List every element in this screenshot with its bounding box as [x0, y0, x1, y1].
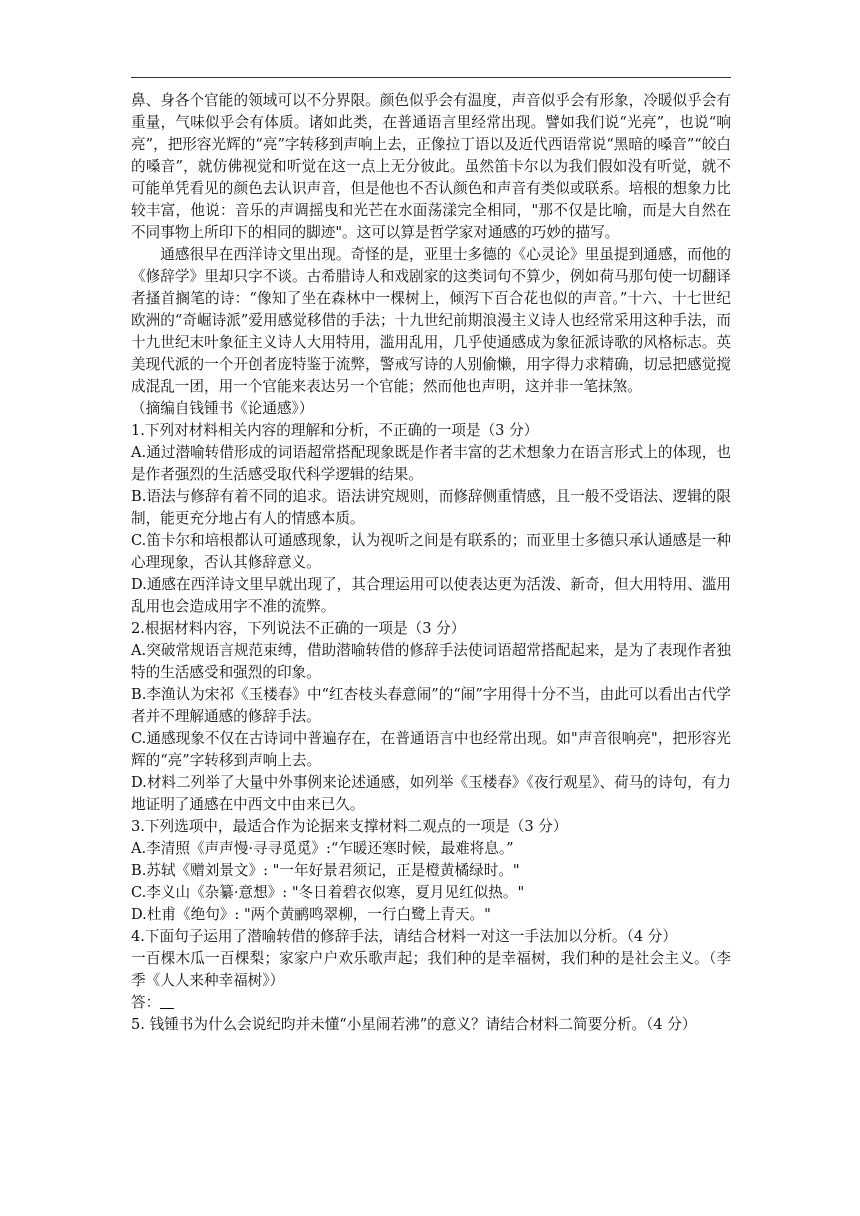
question-3-option-d: D.杜甫《绝句》: "两个黄鹂鸣翠柳，一行白鹭上青天。": [131, 906, 491, 923]
answer-label: 答：: [131, 994, 161, 1011]
question-2-option-d: D.材料二列举了大量中外事例来论述通感，如列举《玉楼春》《夜行观星》、荷马的诗句，有力地证明了通感在中西文中由来已久。: [131, 774, 731, 813]
question-1-option-a: A.通过潜喻转借形成的词语超常搭配现象既是作者丰富的艺术想象力在语言形式上的体现，也是作者强烈的生活感受取代科学逻辑的结果。: [131, 444, 731, 483]
question-5-stem: 5. 钱锺书为什么会说纪昀并未懂“小星闹若沸”的意义？请结合材料二简要分析。（4 分）: [131, 1016, 697, 1033]
answer-line: [131, 992, 731, 1014]
question-3-option-c: C.李义山《杂纂·意想》: "冬日着碧衣似寒，夏月见红似热。": [131, 884, 525, 901]
question-1-option-c: C.笛卡尔和培根都认可通感现象，认为视听之间是有联系的；而亚里士多德只承认通感是一种心理现象，否认其修辞意义。: [131, 532, 731, 571]
passage-paragraph-2: 通感很早在西洋诗文里出现。奇怪的是，亚里士多德的《心灵论》里虽提到通感，而他的《修辞学》里却只字不谈。古希腊诗人和戏剧家的这类词句不算少，例如荷马那句使一切翻译者搔首搁笔的诗：“像知了坐在森林中一棵树上，倾泻下百合花也似的声音。”十六、十七世纪欧洲的“奇崛诗派”爱用感觉移借的手法；十九世纪前期浪漫主义诗人也经常采用这种手法，而十九世纪末叶象征主义诗人大用特用，滥用乱用，几乎使通感成为象征派诗歌的风格标志。英美现代派的一个开创者庞特鉴于流弊，警戒写诗的人别偷懒，用字得力求精确，切忌把感觉搅成混乱一团，用一个官能来表达另一个官能；然而他也声明，这并非一笔抹煞。: [131, 246, 731, 395]
question-2-stem: 2.根据材料内容，下列说法不正确的一项是（3 分）: [131, 620, 466, 637]
question-1-option-b: B.语法与修辞有着不同的追求。语法讲究规则，而修辞侧重情感，且一般不受语法、逻辑的限制，能更充分地占有人的情感本质。: [131, 488, 731, 527]
question-3-option-a: A.李清照《声声慢·寻寻觅觅》:“乍暖还寒时候，最难将息。”: [131, 840, 514, 857]
question-1-option-d: D.通感在西洋诗文里早就出现了，其合理运用可以使表达更为活泼、新奇，但大用特用、滥用乱用也会造成用字不准的流弊。: [131, 576, 731, 615]
question-2-option-c: C.通感现象不仅在古诗词中普遍存在，在普通语言中也经常出现。如"声音很响亮"，把形容光辉的“亮”字转移到声响上去。: [131, 730, 731, 769]
document-body: [131, 90, 731, 1036]
question-2-option-b: B.李渔认为宋祁《玉楼春》中“红杏枝头春意闹”的“闹”字用得十分不当，由此可以看出古代学者并不理解通感的修辞手法。: [131, 686, 731, 725]
question-3-option-b: B.苏轼《赠刘景文》: "一年好景君须记，正是橙黄橘绿时。": [131, 862, 520, 879]
question-3-stem: 3.下列选项中，最适合作为论据来支撑材料二观点的一项是（3 分）: [131, 818, 568, 835]
header-rule: [131, 77, 731, 78]
question-1-stem: 1.下列对材料相关内容的理解和分析，不正确的一项是（3 分）: [131, 422, 539, 439]
passage-source: （摘编自钱锺书《论通感》）: [131, 400, 314, 417]
question-2-option-a: A.突破常规语言规范束缚，借助潜喻转借的修辞手法使词语超常搭配起来，是为了表现作者独特的生活感受和强烈的印象。: [131, 642, 731, 681]
answer-blank[interactable]: [160, 994, 174, 1009]
question-4-quote: 一百棵木瓜一百棵梨；家家户户欢乐歌声起；我们种的是幸福树，我们种的是社会主义。（李季《人人来种幸福树》）: [131, 950, 731, 989]
passage-paragraph-1: 鼻、身各个官能的领域可以不分界限。颜色似乎会有温度，声音似乎会有形象，冷暖似乎会有重量，气味似乎会有体质。诸如此类，在普通语言里经常出现。譬如我们说“光亮”，也说“响亮”，把形容光辉的“亮”字转移到声响上去，正像拉丁语以及近代西语常说“黑暗的嗓音”“皎白的嗓音”，就仿佛视觉和听觉在这一点上无分彼此。虽然笛卡尔以为我们假如没有听觉，就不可能单凭看见的颜色去认识声音，但是他也不否认颜色和声音有类似或联系。培根的想象力比较丰富，他说：音乐的声调摇曳和光芒在水面荡漾完全相同，"那不仅是比喻，而是大自然在不同事物上所印下的相同的脚迹"。这可以算是哲学家对通感的巧妙的描写。: [131, 92, 731, 241]
question-4-stem: 4.下面句子运用了潜喻转借的修辞手法，请结合材料一对这一手法加以分析。（4 分）: [131, 928, 677, 945]
